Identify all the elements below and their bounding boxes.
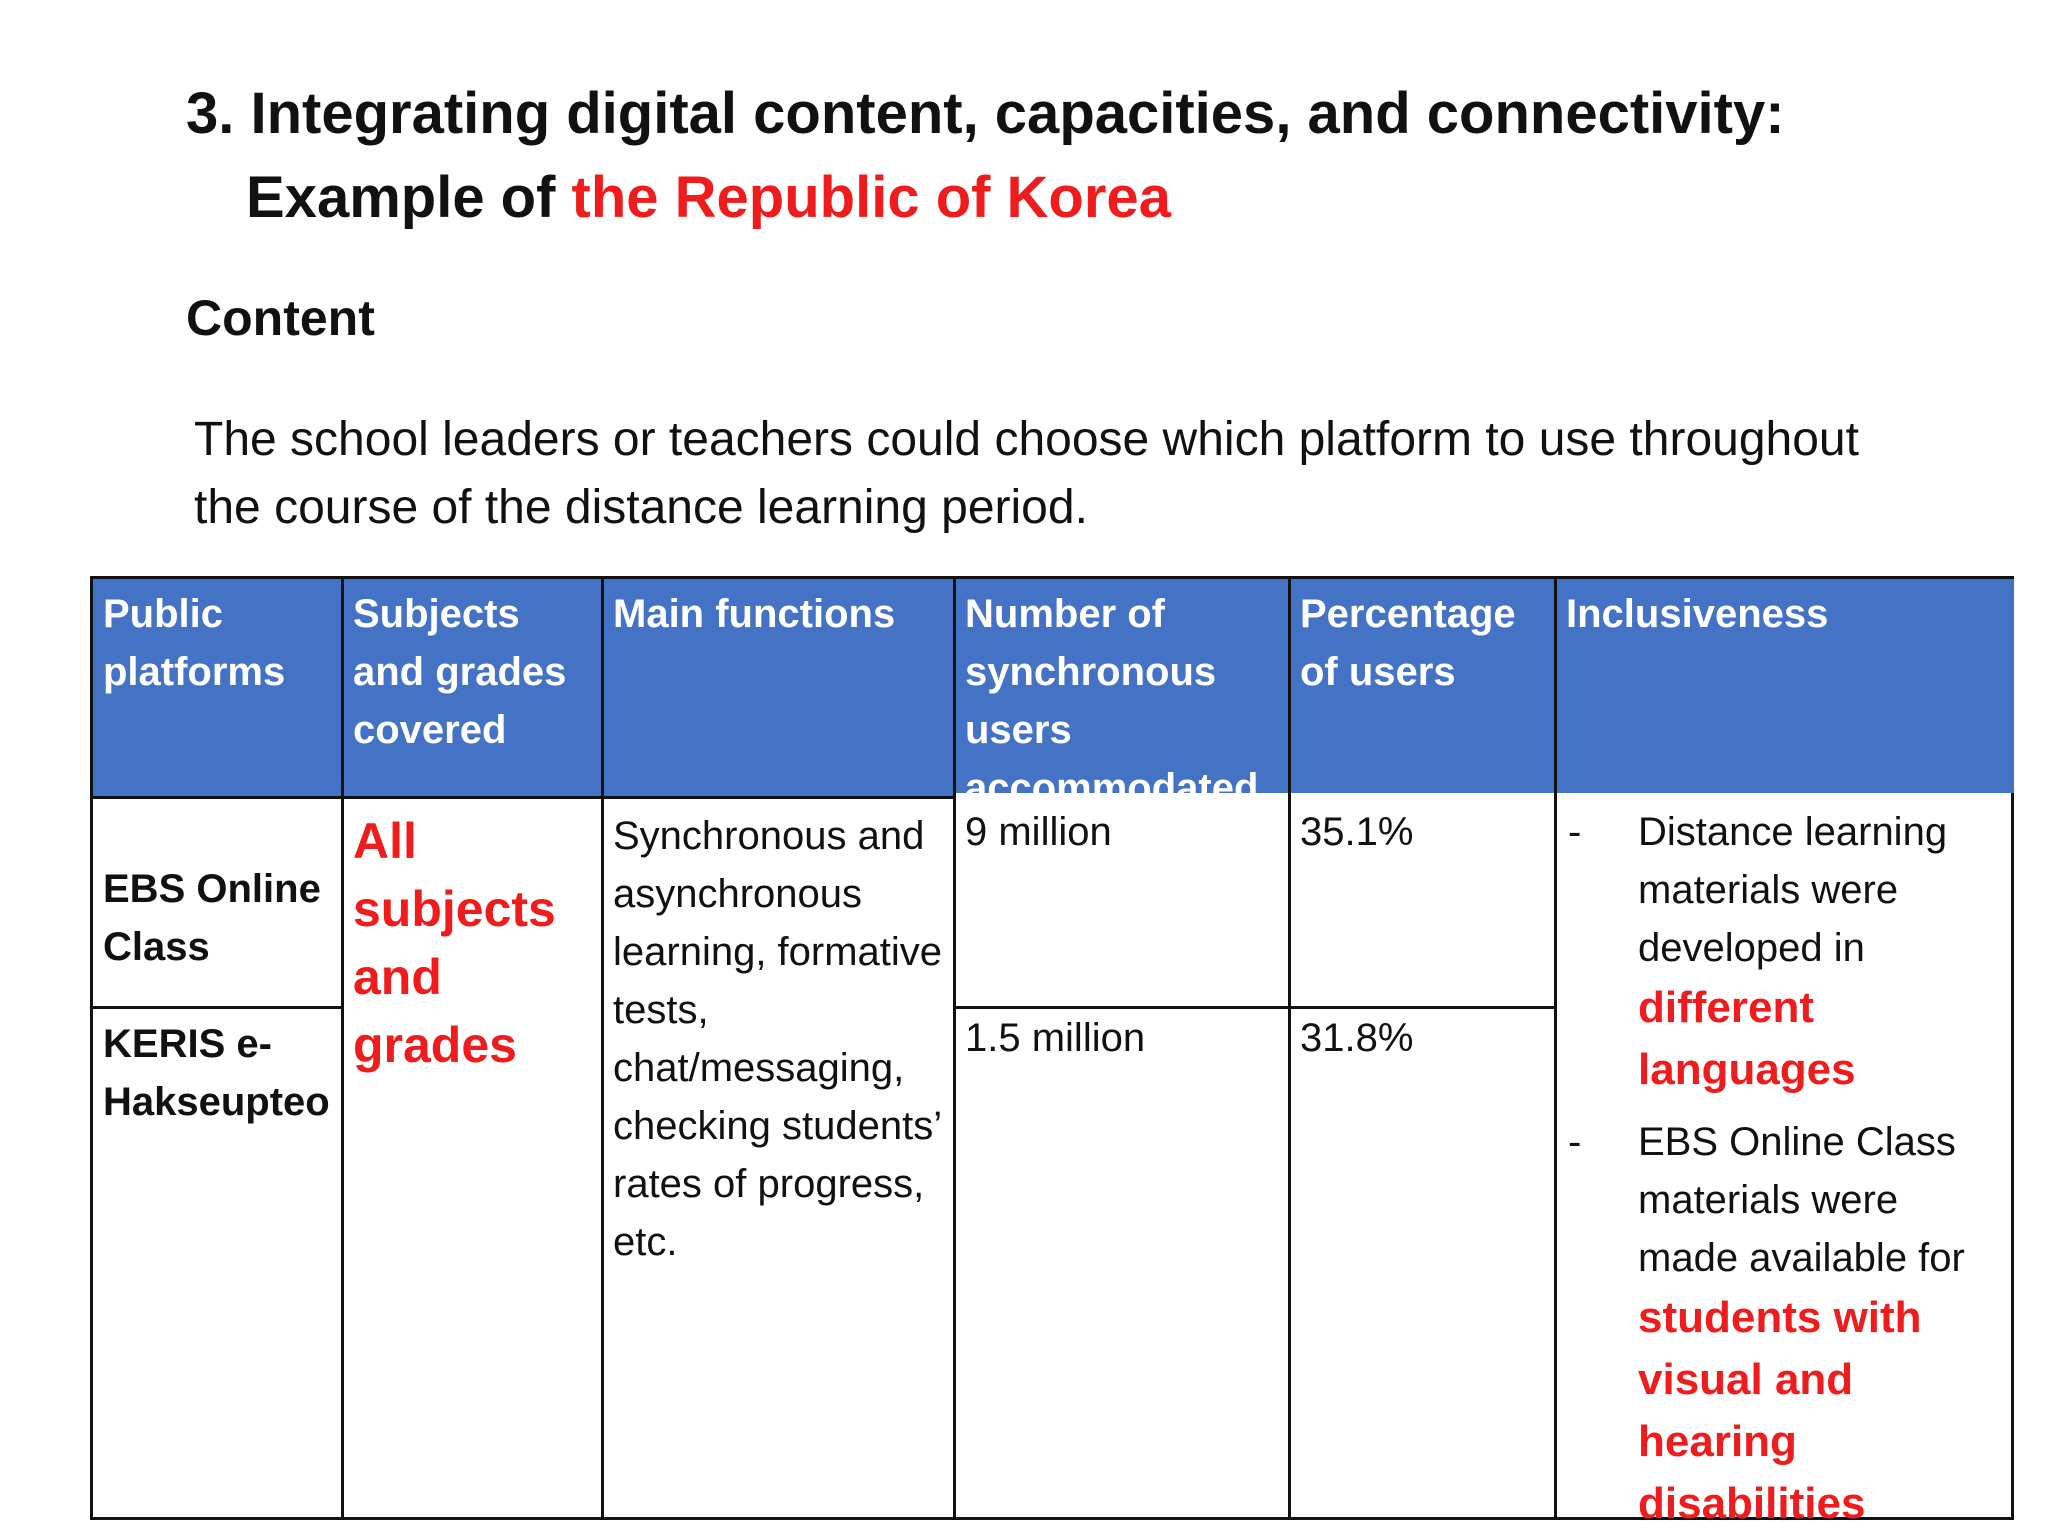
table-divider xyxy=(93,796,955,799)
header-public-platforms: Public platforms xyxy=(93,579,343,798)
main-functions-cell: Synchronous and asynchronous learning, formative tests, chat/messaging, checking students’ rates of progress, etc. xyxy=(613,814,943,1264)
bullet-1-highlight: different languages xyxy=(1638,983,1856,1094)
row-2-platform: KERIS e-Hakseupteo xyxy=(103,1022,330,1124)
header-percentage-users: Percentage of users xyxy=(1290,579,1556,793)
title-line-2 xyxy=(186,156,1785,240)
header-subjects-grades: Subjects and grades covered xyxy=(343,579,603,798)
table-divider xyxy=(1554,579,1557,1517)
row-1-synchronous-users: 9 million xyxy=(965,810,1112,854)
table-divider xyxy=(953,579,956,1517)
row-1-percentage: 35.1% xyxy=(1300,810,1414,854)
table-divider xyxy=(601,579,604,1517)
section-heading: Content xyxy=(186,290,375,346)
bullet-dash: - xyxy=(1568,810,1582,854)
table-divider xyxy=(93,1006,343,1009)
slide-title xyxy=(186,72,1785,240)
table-divider xyxy=(1288,579,1291,1517)
header-synchronous-users: Number of synchronous users accommodated xyxy=(955,579,1290,793)
intro-paragraph: The school leaders or teachers could choose which platform to use throughout the course of the distance learning period. xyxy=(194,413,1859,534)
row-1-platform: EBS Online Class xyxy=(103,867,321,969)
title-accent-country: the Republic of Korea xyxy=(571,165,1171,230)
table-divider xyxy=(955,1006,1556,1009)
bullet-2-text: EBS Online Class materials were made available for xyxy=(1638,1120,1965,1280)
inclusiveness-cell xyxy=(1556,797,2014,1528)
row-2-synchronous-users: 1.5 million xyxy=(965,1016,1146,1060)
subjects-covered-cell: All subjects and grades xyxy=(353,813,556,1073)
bullet-1-text: Distance learning materials were developed in xyxy=(1638,810,1948,970)
bullet-dash: - xyxy=(1568,1120,1582,1164)
row-2-percentage: 31.8% xyxy=(1300,1016,1414,1060)
header-main-functions: Main functions xyxy=(603,579,955,798)
title-line-1: 3. Integrating digital content, capacities, and connectivity: xyxy=(186,81,1785,146)
bullet-2-highlight: students with visual and hearing disabilities xyxy=(1638,1293,1922,1528)
inclusiveness-bullet-1 xyxy=(1568,803,2004,1101)
inclusiveness-bullet-2 xyxy=(1568,1113,2004,1535)
table-divider xyxy=(341,579,344,1517)
title-line-2-prefix: Example of xyxy=(246,165,572,230)
header-inclusiveness: Inclusiveness xyxy=(1556,579,2014,793)
platforms-table xyxy=(90,576,2014,1528)
